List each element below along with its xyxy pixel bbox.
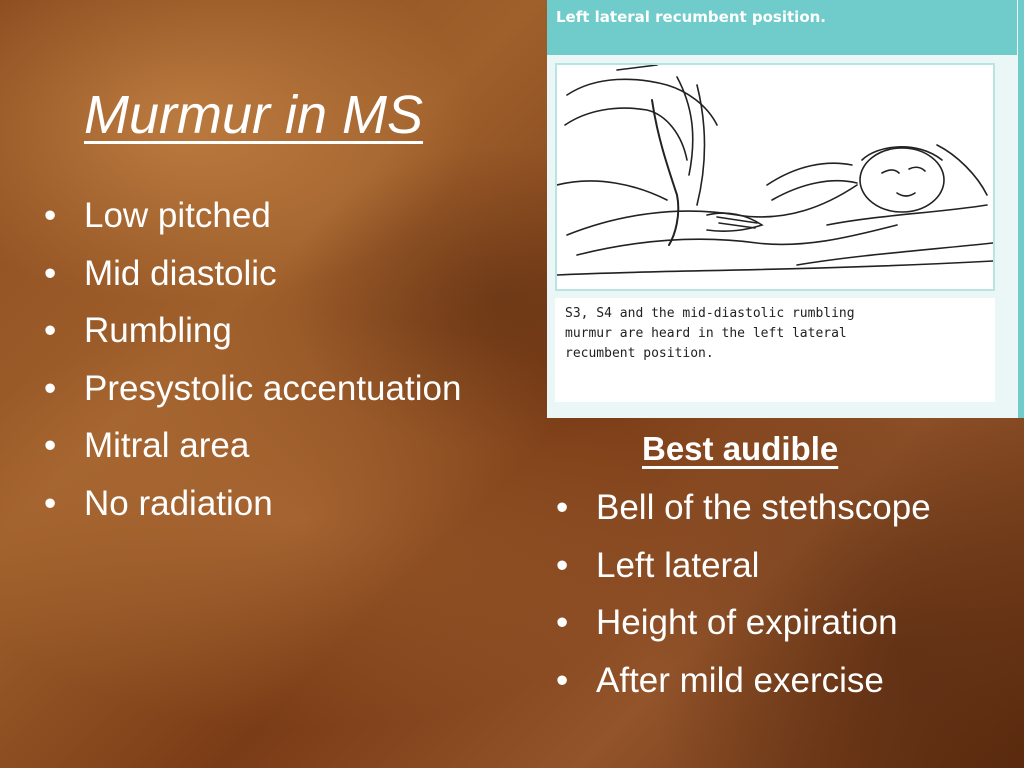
figure-header: Left lateral recumbent position. <box>547 0 1017 55</box>
list-item: • Mitral area <box>44 426 524 466</box>
list-item: • After mild exercise <box>556 661 986 701</box>
figure-caption: S3, S4 and the mid-diastolic rumbling murmur are heard in the left lateral recumbent position. <box>555 298 995 402</box>
list-item: • Low pitched <box>44 196 524 236</box>
slide-title: Murmur in MS <box>84 85 424 145</box>
patient-auscultation-drawing <box>557 65 993 289</box>
list-item: • Left lateral <box>556 546 986 586</box>
list-item: • Height of expiration <box>556 603 986 643</box>
list-item: • No radiation <box>44 484 524 524</box>
list-item: • Mid diastolic <box>44 254 524 294</box>
murmur-features-list <box>44 196 524 542</box>
list-item: • Bell of the stethscope <box>556 488 986 528</box>
best-audible-list <box>556 488 986 718</box>
panel-border <box>1018 0 1024 418</box>
patient-illustration <box>555 63 995 291</box>
list-item: • Presystolic accentuation <box>44 369 524 409</box>
list-item: • Rumbling <box>44 311 524 351</box>
best-audible-heading: Best audible <box>642 430 839 467</box>
figure-panel <box>547 0 1024 418</box>
